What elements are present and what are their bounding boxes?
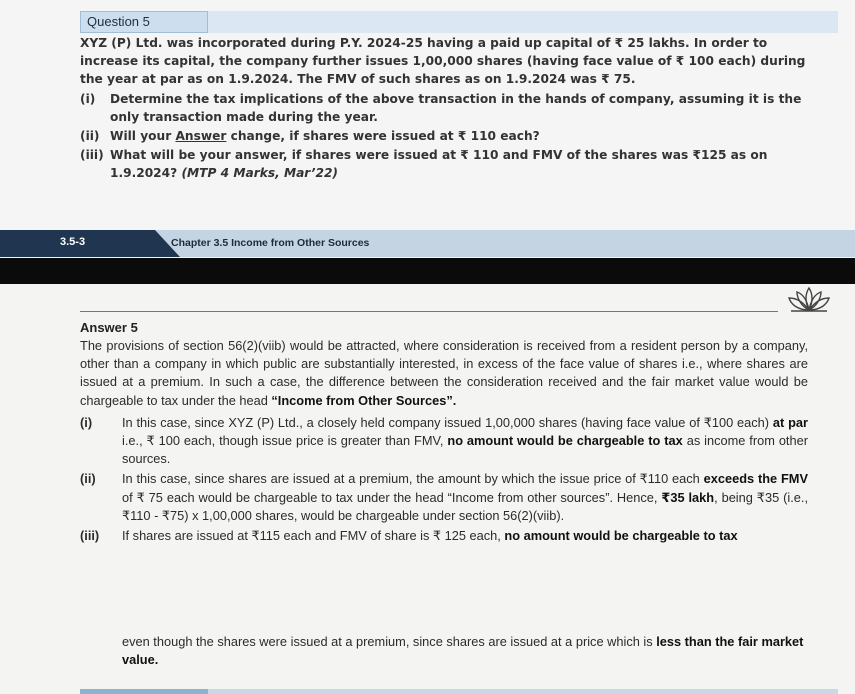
page-number: 3.5-3 [60,236,86,248]
question-part: (i) Determine the tax implications of the above transaction in the hands of company, assuming it is the only transaction made during the year. [80,91,802,124]
question-reference: (MTP 4 Marks, Mar’22) [181,166,338,181]
question-part: (ii) Will your Answer change, if shares were issued at ₹ 110 each? [80,129,540,144]
question-label: Question 5 [80,11,208,33]
question-text [80,34,815,183]
answer-text [80,337,808,547]
answer-item: (iii) If shares are issued at ₹115 each and FMV of share is ₹ 125 each, no amount would be chargeable to tax [80,528,738,544]
question-header-band [208,11,838,33]
footer-page-tab [0,230,180,257]
question-part: (iii) What will be your answer, if shares were issued at ₹ 110 and FMV of the shares was ₹125 as on 1.9.2024? (MTP 4 Marks, Mar’22) [80,148,768,181]
answer-list [80,414,808,545]
answer-item: (i) In this case, since XYZ (P) Ltd., a closely held company issued 1,00,000 shares (having face value of ₹100 each) at par i.e., ₹ 100 each, though issue price is greater than FMV, no amount would be chargeable to tax as income from other sources. [80,414,808,467]
chapter-title: Chapter 3.5 Income from Other Sources [171,237,370,249]
question-intro: XYZ (P) Ltd. was incorporated during P.Y. 2024-25 having a paid up capital of ₹ 25 lakhs. In order to increase its capital, the company further issues 1,00,000 shares (having face value of ₹ 100 each) during the year at par as on 1.9.2024. The FMV of such shares as on 1.9.2024 was ₹ 75. [80,36,806,87]
answer-paragraph: The provisions of section 56(2)(viib) would be attracted, where consideration is received from a resident person by a company, other than a company in which public are substantially interested, in excess of the face value of shares i.e., where shares are issued at a premium. In such a case, the difference between the consideration received and the fair market value would be chargeable to tax under the head “Income from Other Sources”. [80,338,808,408]
lotus-logo-icon [783,284,835,314]
answer-item: (ii) In this case, since shares are issued at a premium, the amount by which the issue price of ₹110 each exceeds the FMV of ₹ 75 each would be chargeable to tax under the head “Income from other sources”. Hence, ₹35 lakh, being ₹35 (i.e., ₹110 - ₹75) x 1,00,000 shares, would be chargeable under section 56(2)(viib). [80,471,808,523]
answer-title: Answer 5 [80,320,138,335]
question-page [0,0,855,258]
page-separator [0,258,855,284]
next-question-tab [80,689,208,694]
header-rule [80,311,778,312]
answer-continuation: even though the shares were issued at a premium, since shares are issued at a price which is less than the fair market value. [122,634,804,668]
